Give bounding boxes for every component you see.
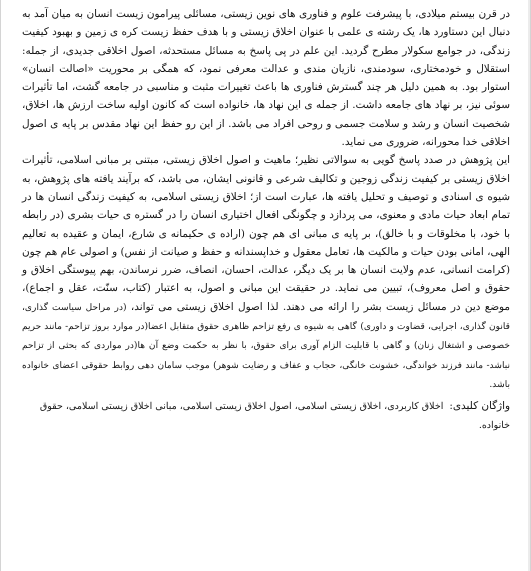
abstract-paragraph-2-note: (در مراحل سیاست گذاری، قانون گذاری، اجرایی، قضاوت و داوری): [22, 302, 510, 333]
abstract-paragraph-1: در قرن بیستم میلادی، با پیشرفت علوم و فناوری های نوین زیستی، مسائلی پیرامون زیست انسان به میان آمد به دنبال این دستاورد ها، یک رشته ی علمی با عنوان اخلاق زیستی و با هدف حفظ زیست کره ی زمین و بهبود کیفیت زندگی، در جوامع سکولار مطرح گردید. این علم در پی پاسخ به مسائل مستحدثه، اصول اخلاقی جدیدی، از جمله: استقلال و خودمختاری، سودمندی، نازیان مندی و عدالت معرفی نمود، که همگی بر محوریت «اصالت انسان» استوار بود. به همین دلیل هر چند گسترش فناوری ها باعث تغییرات مثبت و مناسبی در جامعه گشت، اما تأثیرات سوئی نیز، بر نهاد های جامعه داشت. از جمله ی این نهاد ها، خانواده است که کانون اولیه ساخت ارزش ها، اخلاق، شخصیت انسان و رشد و سلامت جسمی و روحی افراد می باشد. از این رو حفظ این نهاد مقدس بر پایه ی اصول اخلاقی خدا محورانه، ضروری می نماید.: [22, 8, 510, 149]
document-page: [22, 0, 510, 571]
abstract-paragraph-2-conclusion: گاهی به شیوه ی رفع تزاحم ظاهری حقوق متقابل اعضا(در موارد بروز تزاحم- مانند حریم خصوصی و اشتغال زنان) و گاهی با قابلیت الزام آوری برای حقوق، با نظر به حکمت وضع آن ها(در مواردی که بحثی از تزاحم نباشد- مانند فرزند خواندگی، خشونت خانگی، حجاب و عفاف و رضایت شوهر) موجب سامان دهی روابط حقوقی اعضای خانواده باشد.: [22, 322, 510, 390]
abstract-paragraph-2: [22, 151, 510, 394]
page-left-border: [0, 0, 1, 571]
abstract-paragraph-2-main: این پژوهش در صدد پاسخ گویی به سوالاتی نظیر؛ ماهیت و اصول اخلاق زیستی، مبتنی بر مبانی اسلامی، تأثیرات اخلاق زیستی بر کیفیت زندگی زوجین و تکالیف شرعی و قانونی ایشان، می باشد، که برآیند یافته های پژوهش، به شیوه ی اسنادی و توصیف و تحلیل یافته ها، عبارت است از؛ اخلاق زیستی اسلامی، به کیفیت زندگی انسان ها در تمام ابعاد حیات مادی و معنوی، می پردازد و چگونگی افعال اختیاری انسان را در گستره ی حیات بشری (در رابطه با خود، با مخلوقات و با خالق)، بر پایه ی مبانی ای هم چون (اراده ی حکیمانه ی شارع، ایمان و عقیده به تعالیم الهی، امانی بودن حیات و مالکیت ها، تعامل معقول و خداپسندانه و حفظ و صیانت از نفس) و اصولی عام هم چون (کرامت انسانی، عدم ولایت انسان ها بر یک دیگر، عدالت، احسان، انصاف، ضرر نرساندن، بهم پیوستگی اخلاق و حقوق و اصل معروف)، تبیین می نماید. در حقیقت این مبانی و اصول، به اعتبار (کتاب، سنّت، عقل و اجماع)، موضع دین در مسائل زیست بشر را ارائه می دهند. لذا اصول اخلاق زیستی می تواند،: [22, 154, 510, 313]
keywords-list: اخلاق کاربردی، اخلاق زیستی اسلامی، اصول اخلاق زیستی اسلامی، مبانی اخلاق زیستی اسلامی، حقوق خانواده.: [39, 401, 510, 431]
keywords-line: [22, 397, 510, 435]
keywords-label: واژگان کلیدی:: [449, 400, 510, 413]
